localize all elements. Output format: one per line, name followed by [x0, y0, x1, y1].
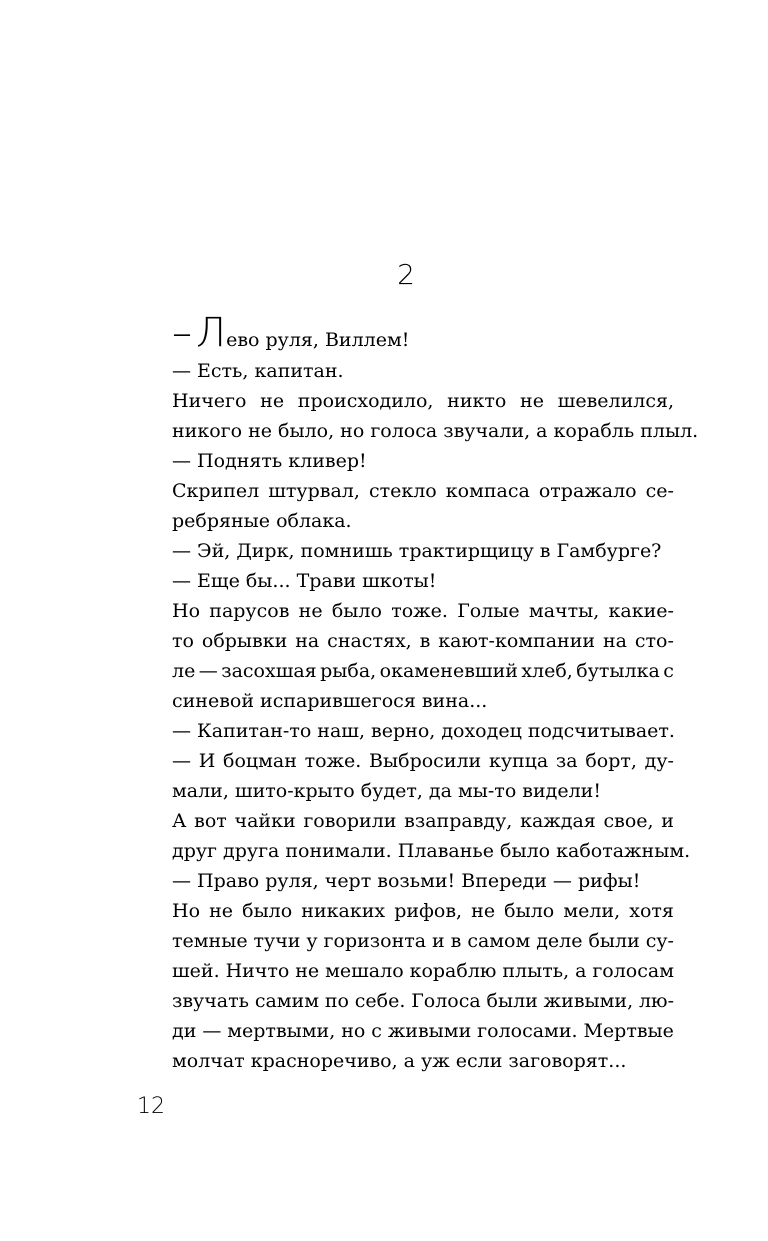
opening-text: ево руля, Виллем! [226, 329, 410, 351]
text-line: ди — мертвыми, но с живыми голосами. Мертвые [172, 1020, 674, 1042]
opening-line [172, 310, 674, 356]
text-line: синевой испарившегося вина... [172, 690, 488, 712]
text-line: шей. Ничто не мешало кораблю плыть, а голосам [172, 960, 674, 982]
text-line: А вот чайки говорили взаправду, каждая свое, и [172, 810, 674, 832]
text-line: ле — засохшая рыба, окаменевший хлеб, бутылка с [172, 660, 674, 682]
text-line: Но не было никаких рифов, не было мели, хотя [172, 900, 674, 922]
text-line: — Поднять кливер! [172, 450, 367, 472]
text-line: звучать самим по себе. Голоса были живыми, лю- [172, 990, 674, 1012]
text-line: молчат красноречиво, а уж если заговорят... [172, 1050, 627, 1072]
chapter-number: 2 [397, 258, 415, 291]
text-line: — Право руля, черт возьми! Впереди — рифы! [172, 870, 641, 892]
text-line: ребряные облака. [172, 510, 352, 532]
text-line: никого не было, но голоса звучали, а корабль плыл. [172, 420, 699, 442]
text-line: — Еще бы... Трави шкоты! [172, 570, 437, 592]
text-line: то обрывки на снастях, в кают-компании на сто- [172, 630, 674, 652]
text-line: Скрипел штурвал, стекло компаса отражало се- [172, 480, 674, 502]
text-line: — Капитан-то наш, верно, доходец подсчитывает. [172, 720, 675, 742]
page-number: 12 [137, 1094, 165, 1119]
text-line: — Эй, Дирк, помнишь трактирщицу в Гамбурге? [172, 540, 662, 562]
text-line: мали, шито-крыто будет, да мы-то видели! [172, 780, 601, 802]
drop-cap: Л [196, 310, 227, 356]
text-line: — И боцман тоже. Выбросили купца за борт, ду- [172, 750, 674, 772]
text-lines [172, 356, 699, 1076]
text-line: — Есть, капитан. [172, 360, 344, 382]
text-line: друг друга понимали. Плаванье было каботажным. [172, 840, 691, 862]
text-line: темные тучи у горизонта и в самом деле были су- [172, 930, 674, 952]
opening-dash: – [172, 310, 192, 356]
text-line: Ничего не происходило, никто не шевелился, [172, 390, 674, 412]
text-line: Но парусов не было тоже. Голые мачты, какие- [172, 600, 674, 622]
body-text [172, 310, 699, 1076]
